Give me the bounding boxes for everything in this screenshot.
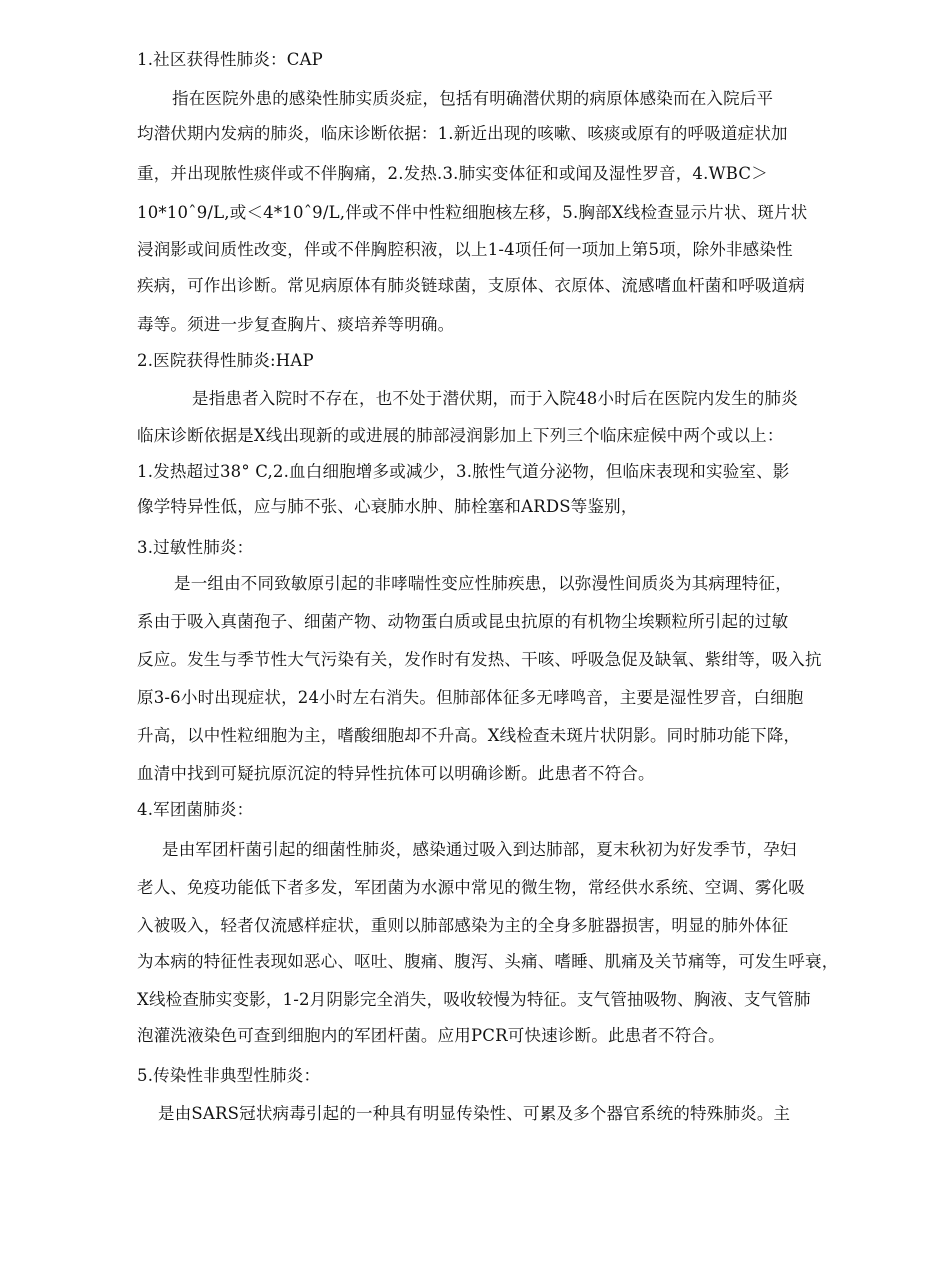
section-3-line-4: 原3-6小时出现症状，24小时左右消失。但肺部体征多无哮鸣音，主要是湿性罗音，白细胞 — [137, 688, 804, 707]
section-2-line-3: 1.发热超过38° C,2.血白细胞增多或减少，3.脓性气道分泌物，但临床表现和实验室、影 — [137, 462, 790, 481]
section-5-line-1: 是由SARS冠状病毒引起的一种具有明显传染性、可累及多个器官系统的特殊肺炎。主 — [158, 1104, 791, 1123]
section-3-line-6: 血清中找到可疑抗原沉淀的特异性抗体可以明确诊断。此患者不符合。 — [137, 764, 655, 783]
section-3-line-1: 是一组由不同致敏原引起的非哮喘性变应性肺疾患，以弥漫性间质炎为其病理特征， — [174, 574, 792, 593]
section-1-line-2: 均潜伏期内发病的肺炎，临床诊断依据：1.新近出现的咳嗽、咳痰或原有的呼吸道症状加 — [137, 124, 788, 143]
section-1-line-3: 重，并出现脓性痰伴或不伴胸痛，2.发热.3.肺实变体征和或闻及湿性罗音，4.WBC＞ — [137, 164, 768, 183]
section-2-line-2: 临床诊断依据是X线出现新的或进展的肺部浸润影加上下列三个临床症候中两个或以上： — [137, 426, 784, 445]
section-4-line-1: 是由军团杆菌引起的细菌性肺炎，感染通过吸入到达肺部，夏末秋初为好发季节，孕妇 — [162, 840, 797, 859]
section-1-line-7: 毒等。须进一步复查胸片、痰培养等明确。 — [137, 315, 455, 334]
section-4-line-6: 泡灌洗液染色可查到细胞内的军团杆菌。应用PCR可快速诊断。此患者不符合。 — [137, 1026, 725, 1045]
section-4-line-5: X线检查肺实变影，1-2月阴影完全消失，吸收较慢为特征。支气管抽吸物、胸液、支气管肺 — [137, 990, 811, 1009]
section-3-line-2: 系由于吸入真菌孢子、细菌产物、动物蛋白质或昆虫抗原的有机物尘埃颗粒所引起的过敏 — [137, 612, 789, 631]
section-1-title: 1.社区获得性肺炎：CAP — [137, 50, 323, 69]
section-2-title: 2.医院获得性肺炎:HAP — [137, 351, 314, 370]
section-5-title: 5.传染性非典型性肺炎： — [137, 1066, 321, 1085]
section-4-line-3: 入被吸入，轻者仅流感样症状，重则以肺部感染为主的全身多脏器损害，明显的肺外体征 — [137, 916, 789, 935]
section-1-line-1: 指在医院外患的感染性肺实质炎症，包括有明确潜伏期的病原体感染而在入院后平 — [172, 89, 774, 108]
section-3-line-5: 升高，以中性粒细胞为主，嗜酸细胞却不升高。X线检查未斑片状阴影。同时肺功能下降， — [137, 726, 801, 745]
section-1-line-5: 浸润影或间质性改变，伴或不伴胸腔积液，以上1-4项任何一项加上第5项，除外非感染性 — [137, 240, 793, 259]
section-3-line-3: 反应。发生与季节性大气污染有关，发作时有发热、干咳、呼吸急促及缺氧、紫绀等，吸入抗 — [137, 650, 822, 669]
section-2-line-4: 像学特异性低，应与肺不张、心衰肺水肿、肺栓塞和ARDS等鉴别， — [137, 497, 638, 516]
section-4-title: 4.军团菌肺炎： — [137, 800, 254, 819]
section-4-line-4: 为本病的特征性表现如恶心、呕吐、腹痛、腹泻、头痛、嗜睡、肌痛及关节痛等，可发生呼衰， — [137, 952, 839, 971]
section-4-line-2: 老人、免疫功能低下者多发，军团菌为水源中常见的微生物，常经供水系统、空调、雾化吸 — [137, 878, 805, 897]
section-1-line-4: 10*10ˆ9/L,或＜4*10ˆ9/L,伴或不伴中性粒细胞核左移，5.胸部X线检查显示片状、斑片状 — [137, 203, 808, 222]
section-2-line-1: 是指患者入院时不存在，也不处于潜伏期，而于入院48小时后在医院内发生的肺炎 — [192, 389, 798, 408]
section-1-line-6: 疾病，可作出诊断。常见病原体有肺炎链球菌，支原体、衣原体、流感嗜血杆菌和呼吸道病 — [137, 276, 805, 295]
section-3-title: 3.过敏性肺炎： — [137, 538, 254, 557]
